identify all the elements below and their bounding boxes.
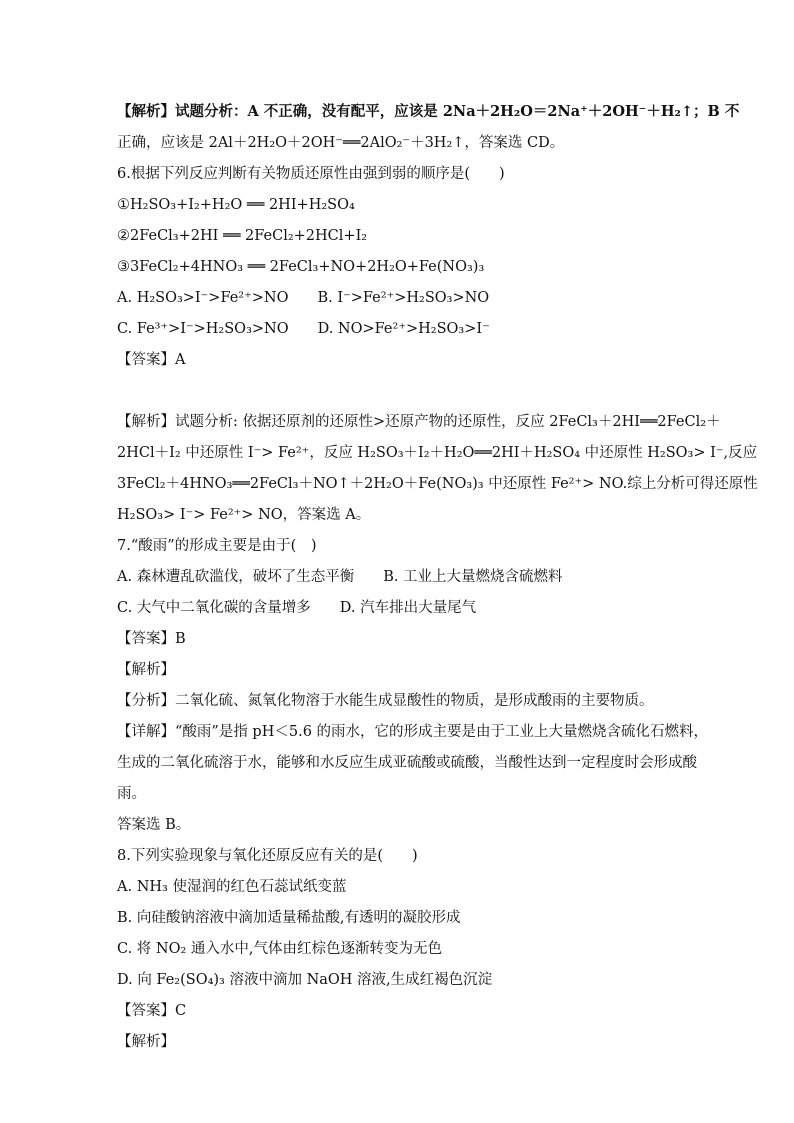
options-cd: C. 大气中二氧化碳的含量增多 D. 汽车排出大量尾气 [117, 600, 477, 616]
options-cd: C. Fe³⁺>I⁻>H₂SO₃>NO D. NO>Fe²⁺>H₂SO₃>I⁻ [117, 321, 490, 337]
answer-6: 【答案】A [117, 352, 186, 368]
analysis-7-detail: 雨。 [117, 786, 146, 802]
analysis-7-analysis: 【分析】二氧化硫、氮氧化物溶于水能生成显酸性的物质，是形成酸雨的主要物质。 [117, 693, 654, 709]
analysis-7-detail: 生成的二氧化硫溶于水，能够和水反应生成亚硫酸或硫酸，当酸性达到一定程度时会形成酸 [117, 755, 697, 771]
option-b: B. 向硅酸钠溶液中滴加适量稀盐酸,有透明的凝胶形成 [117, 910, 461, 926]
options-ab: A. H₂SO₃>I⁻>Fe²⁺>NO B. I⁻>Fe²⁺>H₂SO₃>NO [117, 290, 490, 306]
analysis-6-line: 2HCl＋I₂ 中还原性 I⁻> Fe²⁺，反应 H₂SO₃＋I₂＋H₂O══2HI＋H₂SO₄ 中还原性 H₂SO₃> I⁻,反应 [117, 445, 758, 461]
options-ab: A. 森林遭乱砍滥伐，破坏了生态平衡 B. 工业上大量燃烧含硫燃料 [117, 569, 563, 585]
question-8-stem: 8.下列实验现象与氧化还原反应有关的是( ) [117, 848, 418, 864]
reaction-1: ①H₂SO₃+I₂+H₂O ══ 2HI+H₂SO₄ [117, 197, 355, 213]
analysis-6-line: H₂SO₃> I⁻> Fe²⁺> NO，答案选 A。 [117, 507, 371, 523]
question-7-stem: 7.“酸雨”的形成主要是由于( ) [117, 538, 317, 554]
reaction-2: ②2FeCl₃+2HI ══ 2FeCl₂+2HCl+I₂ [117, 228, 368, 244]
analysis-7-detail: 【详解】“酸雨”是指 pH＜5.6 的雨水，它的形成主要是由于工业上大量燃烧含硫化石燃料， [117, 724, 709, 740]
option-d: D. 向 Fe₂(SO₄)₃ 溶液中滴加 NaOH 溶液,生成红褐色沉淀 [117, 972, 493, 988]
analysis-line: 【解析】试题分析：A 不正确，没有配平，应该是 2Na＋2H₂O＝2Na⁺＋2OH⁻＋H₂↑；B 不 [117, 103, 740, 120]
answer-7-conclusion: 答案选 B。 [117, 817, 191, 833]
analysis-heading: 【解析】 [117, 1034, 175, 1050]
answer-7: 【答案】B [117, 631, 186, 647]
question-6-stem: 6.根据下列反应判断有关物质还原性由强到弱的顺序是( ) [117, 166, 505, 182]
analysis-6-line: 【解析】试题分析: 依据还原剂的还原性>还原产物的还原性，反应 2FeCl₃＋2HI══2FeCl₂＋ [117, 414, 721, 430]
option-a: A. NH₃ 使湿润的红色石蕊试纸变蓝 [117, 879, 347, 895]
option-c: C. 将 NO₂ 通入水中,气体由红棕色逐渐转变为无色 [117, 941, 443, 957]
analysis-6-line: 3FeCl₂＋4HNO₃══2FeCl₃＋NO↑＋2H₂O＋Fe(NO₃)₃ 中还原性 Fe²⁺> NO.综上分析可得还原性 [117, 476, 758, 492]
analysis-line: 正确，应该是 2Al＋2H₂O＋2OH⁻══2AlO₂⁻＋3H₂↑，答案选 CD。 [117, 135, 565, 151]
analysis-heading: 【解析】 [117, 662, 175, 678]
answer-8: 【答案】C [117, 1003, 187, 1019]
reaction-3: ③3FeCl₂+4HNO₃ ══ 2FeCl₃+NO+2H₂O+Fe(NO₃)₃ [117, 259, 485, 275]
